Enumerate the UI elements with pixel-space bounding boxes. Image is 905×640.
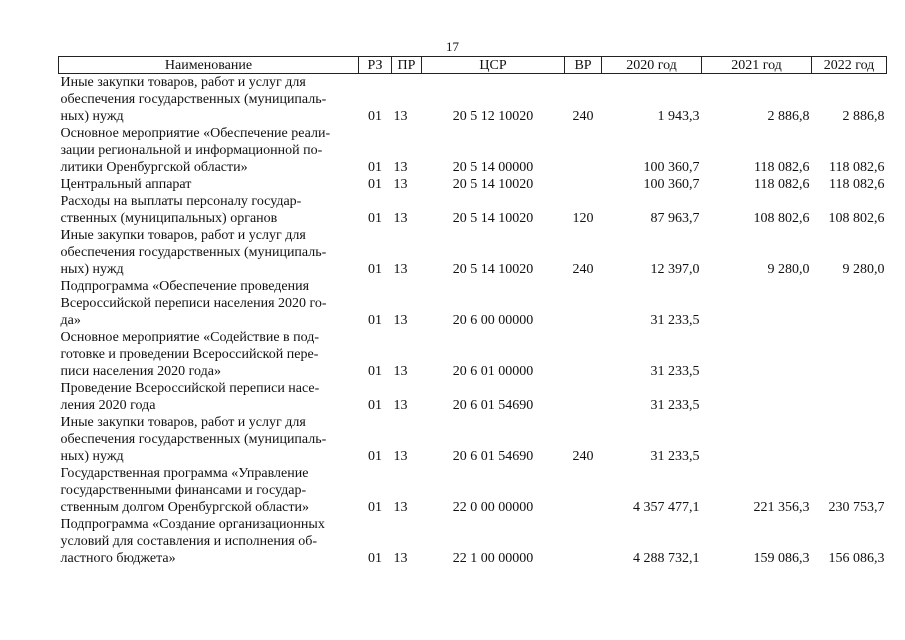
- header-csr: ЦСР: [422, 57, 565, 74]
- row-2020: 31 233,5: [650, 449, 700, 464]
- row-pr: 13: [393, 551, 408, 566]
- row-name-line: обеспечения государственных (муниципаль-: [60, 432, 327, 447]
- header-2020: 2020 год: [602, 57, 702, 74]
- row-name-line: зации региональной и информационной по-: [60, 143, 323, 158]
- row-name: [59, 414, 359, 465]
- row-pr: 13: [393, 364, 408, 379]
- row-rz: 01: [368, 500, 382, 515]
- table-row: [59, 125, 887, 176]
- row-rz: 01: [368, 109, 382, 124]
- row-2021: 108 802,6: [753, 211, 810, 226]
- row-name-line: государственными финансами и государ-: [60, 483, 307, 498]
- row-name-line: да»: [60, 313, 81, 328]
- row-csr: 20 6 01 00000: [452, 364, 534, 379]
- row-2021: [702, 414, 812, 465]
- row-pr: 13: [393, 449, 408, 464]
- row-2020: 87 963,7: [650, 211, 700, 226]
- row-2020: 4 357 477,1: [633, 500, 700, 515]
- row-name-line: Подпрограмма «Создание организационных: [60, 517, 325, 532]
- row-2021: 9 280,0: [767, 262, 810, 277]
- row-csr: 20 6 01 54690: [452, 398, 534, 413]
- row-2022: 156 086,3: [828, 551, 885, 566]
- row-2022: 118 082,6: [829, 177, 885, 192]
- row-2022: 230 753,7: [828, 500, 885, 515]
- table-row: [59, 516, 887, 567]
- row-name-line: готовке и проведении Всероссийской пере-: [60, 347, 319, 362]
- row-2021: 118 082,6: [754, 160, 810, 175]
- row-rz: 01: [368, 551, 382, 566]
- row-vr: 240: [572, 109, 594, 124]
- table-row: [59, 465, 887, 516]
- row-2022: 9 280,0: [842, 262, 885, 277]
- row-name-line: Государственная программа «Управление: [60, 466, 309, 481]
- table-row: [59, 414, 887, 465]
- row-vr: [565, 125, 602, 176]
- table-body: [59, 74, 887, 568]
- row-vr: 240: [572, 449, 594, 464]
- row-name-line: Расходы на выплаты персоналу государ-: [60, 194, 302, 209]
- row-vr: 240: [572, 262, 594, 277]
- row-rz: 01: [368, 160, 382, 175]
- row-2021: [702, 329, 812, 380]
- row-rz: 01: [368, 364, 382, 379]
- row-2022: 118 082,6: [829, 160, 885, 175]
- row-2022: 108 802,6: [828, 211, 885, 226]
- row-name: [59, 125, 359, 176]
- table-row: [59, 193, 887, 227]
- row-csr: 20 5 14 10020: [452, 211, 534, 226]
- row-name-line: литики Оренбургской области»: [60, 160, 248, 175]
- row-name-line: Основное мероприятие «Содействие в под-: [60, 330, 320, 345]
- row-2021: 118 082,6: [754, 177, 810, 192]
- row-csr: 22 0 00 00000: [452, 500, 534, 515]
- table-row: [59, 278, 887, 329]
- row-pr: 13: [393, 500, 408, 515]
- row-2021: 221 356,3: [753, 500, 810, 515]
- row-csr: 20 6 01 54690: [452, 449, 534, 464]
- table-row: [59, 227, 887, 278]
- row-pr: 13: [393, 262, 408, 277]
- row-name-line: Подпрограмма «Обеспечение проведения: [60, 279, 310, 294]
- row-name-line: условий для составления и исполнения об-: [60, 534, 318, 549]
- row-2020: 100 360,7: [643, 177, 700, 192]
- row-2020: 4 288 732,1: [633, 551, 700, 566]
- row-name-line: ления 2020 года: [60, 398, 156, 413]
- row-name-line: Основное мероприятие «Обеспечение реали-: [60, 126, 331, 141]
- row-name-line: ственных (муниципальных) органов: [60, 211, 278, 226]
- row-name-line: ственным долгом Оренбургской области»: [60, 500, 309, 515]
- row-rz: 01: [368, 313, 382, 328]
- header-name: Наименование: [59, 57, 359, 74]
- table-header: [59, 57, 887, 74]
- row-2021: 159 086,3: [753, 551, 810, 566]
- row-2022: [812, 329, 887, 380]
- header-2021: 2021 год: [702, 57, 812, 74]
- row-2020: 31 233,5: [650, 398, 700, 413]
- row-name-line: писи населения 2020 года»: [60, 364, 221, 379]
- row-vr: 120: [572, 211, 594, 226]
- header-vr: ВР: [565, 57, 602, 74]
- row-pr: 13: [393, 109, 408, 124]
- row-name: [59, 227, 359, 278]
- row-name-line: ных) нужд: [60, 262, 124, 277]
- row-name-line: Центральный аппарат: [60, 177, 192, 192]
- table-row: [59, 74, 887, 126]
- row-name: [59, 516, 359, 567]
- row-name: [59, 176, 359, 193]
- row-rz: 01: [368, 262, 382, 277]
- row-name: [59, 329, 359, 380]
- row-pr: 13: [393, 211, 408, 226]
- row-rz: 01: [368, 177, 382, 192]
- row-csr: 22 1 00 00000: [452, 551, 534, 566]
- header-2022: 2022 год: [812, 57, 887, 74]
- page-number: 17: [446, 39, 459, 54]
- row-name-line: ных) нужд: [60, 449, 124, 464]
- row-csr: 20 5 14 10020: [452, 262, 534, 277]
- row-name-line: Иные закупки товаров, работ и услуг для: [60, 415, 306, 430]
- row-vr: [565, 516, 602, 567]
- row-2022: [812, 414, 887, 465]
- row-2022: [812, 278, 887, 329]
- table-row: [59, 176, 887, 193]
- row-2022: 2 886,8: [842, 109, 885, 124]
- header-pr: ПР: [392, 57, 422, 74]
- row-rz: 01: [368, 449, 382, 464]
- row-name: [59, 380, 359, 414]
- row-pr: 13: [393, 398, 408, 413]
- row-2020: 12 397,0: [650, 262, 700, 277]
- row-name-line: Всероссийской переписи населения 2020 го-: [60, 296, 327, 311]
- row-vr: [565, 176, 602, 193]
- row-name: [59, 465, 359, 516]
- budget-table: [58, 56, 887, 567]
- row-rz: 01: [368, 211, 382, 226]
- row-vr: [565, 465, 602, 516]
- row-name-line: Проведение Всероссийской переписи насе-: [60, 381, 320, 396]
- header-rz: РЗ: [359, 57, 392, 74]
- row-2022: [812, 380, 887, 414]
- row-2021: [702, 380, 812, 414]
- row-name-line: обеспечения государственных (муниципаль-: [60, 92, 327, 107]
- row-pr: 13: [393, 160, 408, 175]
- row-2020: 31 233,5: [650, 364, 700, 379]
- row-name-line: ластного бюджета»: [60, 551, 176, 566]
- row-2020: 100 360,7: [643, 160, 700, 175]
- table-row: [59, 380, 887, 414]
- row-csr: 20 5 12 10020: [452, 109, 534, 124]
- row-name-line: Иные закупки товаров, работ и услуг для: [60, 75, 306, 90]
- row-csr: 20 6 00 00000: [452, 313, 534, 328]
- row-name-line: обеспечения государственных (муниципаль-: [60, 245, 327, 260]
- row-vr: [565, 380, 602, 414]
- row-vr: [565, 278, 602, 329]
- row-2020: 1 943,3: [657, 109, 700, 124]
- row-pr: 13: [393, 177, 408, 192]
- row-name: [59, 193, 359, 227]
- row-vr: [565, 329, 602, 380]
- row-rz: 01: [368, 398, 382, 413]
- row-2021: 2 886,8: [767, 109, 810, 124]
- row-csr: 20 5 14 00000: [452, 160, 534, 175]
- row-csr: 20 5 14 10020: [452, 177, 534, 192]
- row-2020: 31 233,5: [650, 313, 700, 328]
- row-name-line: ных) нужд: [60, 109, 124, 124]
- row-name: [59, 74, 359, 126]
- table-row: [59, 329, 887, 380]
- row-name-line: Иные закупки товаров, работ и услуг для: [60, 228, 306, 243]
- row-name: [59, 278, 359, 329]
- row-pr: 13: [393, 313, 408, 328]
- row-2021: [702, 278, 812, 329]
